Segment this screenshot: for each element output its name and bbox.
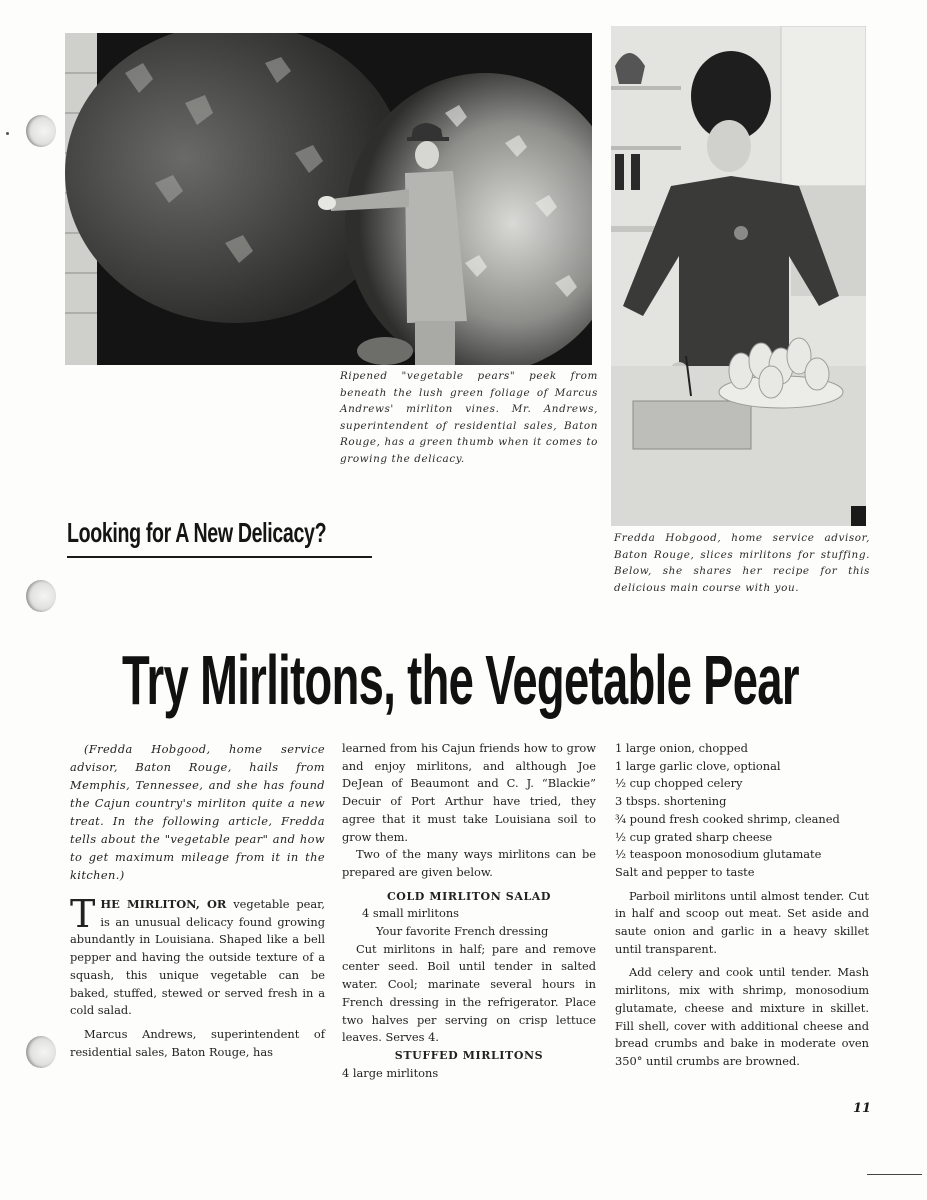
punch-hole — [26, 580, 56, 612]
recipe-directions: Parboil mirlitons until almost tender. Cut in half and scoop out meat. Set aside and saute onion and garlic in a heavy skillet until transparent. — [615, 888, 869, 956]
kicker-headline: Looking for A New Delicacy? — [67, 517, 327, 548]
cutting-board — [633, 401, 751, 449]
kitchen-photo — [611, 26, 866, 526]
column-3 — [615, 740, 869, 1071]
ingredient: 3 tbsps. shortening — [615, 794, 727, 809]
kitchen-photo-caption: Fredda Hobgood, home service advisor, Baton Rouge, slices mirlitons for stuffing. Below, she shares her recipe for this delicious main course with you. — [614, 532, 870, 594]
ingredient: 1 large garlic clove, optional — [615, 758, 781, 773]
ingredient: ½ cup grated sharp cheese — [615, 829, 773, 844]
body-paragraph: learned from his Cajun friends how to grow and enjoy mirlitons, and although Joe DeJean of Beaumont and C. J. “Blackie” Decuir of Port Arthur have tried, they agree that it must take Louisiana soil to grow them. — [342, 741, 596, 844]
punch-hole — [26, 1036, 56, 1068]
column-2 — [342, 740, 596, 1082]
body-paragraph: Two of the many ways mirlitons can be prepared are given below. — [342, 847, 596, 879]
punch-hole — [26, 115, 56, 147]
column-1 — [70, 740, 325, 1061]
footer-rule — [867, 1174, 922, 1175]
lead-paragraph — [70, 892, 325, 1020]
ingredient: Your favorite French dressing — [376, 924, 549, 939]
drop-cap: T — [70, 892, 96, 936]
ingredient: ½ cup chopped celery — [615, 776, 743, 791]
body-paragraph: Marcus Andrews, superintendent of residential sales, Baton Rouge, has — [70, 1026, 325, 1059]
ingredient: 1 large onion, chopped — [615, 741, 748, 755]
recipe-title-stuffed: STUFFED MIRLITONS — [394, 1048, 544, 1062]
lead-text: vegetable pear, is an unusual delicacy found growing abundantly in Louisiana. Shaped like a bell pepper and having the outside texture of a squash, this unique vegetable can be baked, stuffed, stewed or served fresh in a cold salad. — [70, 897, 325, 1018]
ingredient: ¾ pound fresh cooked shrimp, cleaned — [615, 811, 840, 826]
ingredient: ½ teaspoon monosodium glutamate — [615, 847, 822, 862]
garden-photo — [65, 33, 592, 365]
garden-photo-illustration — [65, 33, 592, 365]
editor-intro: (Fredda Hobgood, home service advisor, Baton Rouge, hails from Memphis, Tennessee, and she has found the Cajun country's mirliton quite a new treat. In the following article, Fredda tells about the "vegetable pear" and how to get maximum mileage from it in the kitchen.) — [70, 742, 325, 882]
lead-caps: HE MIRLITON, OR — [100, 897, 227, 911]
scan-speck — [6, 132, 9, 135]
kicker-underline — [67, 556, 372, 558]
ingredient: 4 large mirlitons — [342, 1065, 439, 1080]
recipe-directions: Add celery and cook until tender. Mash mirlitons, mix with shrimp, monosodium glutamate, cheese and mixture in skillet. Fill shell, cover with additional cheese and bread crumbs and bake in moderate oven 350° until crumbs are browned. — [615, 965, 869, 1068]
page-number: 11 — [853, 1101, 872, 1116]
garden-photo-caption: Ripened "vegetable pears" peek from beneath the lush green foliage of Marcus Andrews' mirliton vines. Mr. Andrews, superintendent of residential sales, Baton Rouge, has a green thumb when it comes to growing the delicacy. — [340, 370, 598, 465]
kitchen-photo-illustration — [611, 26, 866, 526]
recipe-directions: Cut mirlitons in half; pare and remove center seed. Boil until tender in salted water. Cool; marinate several hours in French dressing in the refrigerator. Place two halves per serving on crisp lettuce leaves. Serves 4. — [342, 941, 596, 1045]
article-headline: Try Mirlitons, the Vegetable Pear — [122, 641, 799, 719]
recipe-title-cold-salad: COLD MIRLITON SALAD — [386, 889, 552, 903]
ingredient: Salt and pepper to taste — [615, 864, 755, 879]
ingredient: 4 small mirlitons — [362, 906, 460, 921]
